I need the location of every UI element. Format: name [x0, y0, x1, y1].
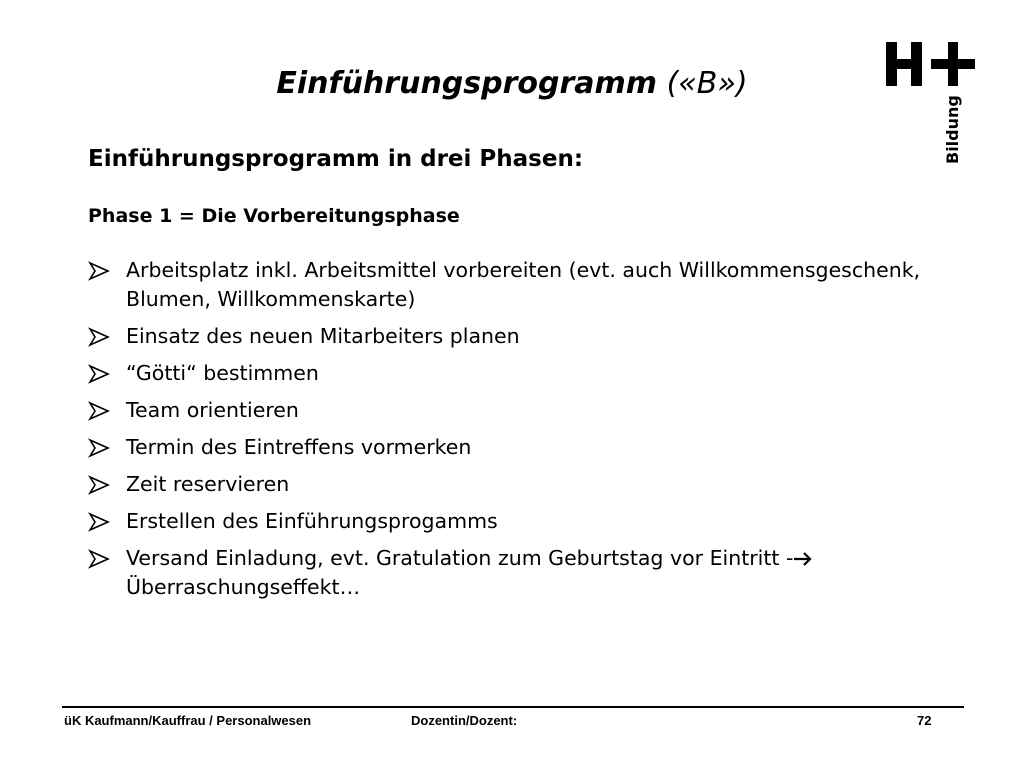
slide-title-main: Einführungsprogramm	[276, 66, 658, 101]
list-item	[88, 256, 958, 314]
list-item-text: Zeit reservieren	[126, 472, 290, 496]
arrowhead-bullet-icon	[88, 512, 110, 532]
bullet-list	[88, 256, 958, 610]
list-item-text: Versand Einladung, evt. Gratulation zum Geburtstag vor Eintritt -	[126, 546, 794, 570]
footer-divider	[62, 706, 964, 708]
list-item-text: Termin des Eintreffens vormerken	[126, 435, 472, 459]
list-item	[88, 507, 958, 536]
arrowhead-bullet-icon	[88, 364, 110, 384]
list-item	[88, 396, 958, 425]
arrowhead-bullet-icon	[88, 438, 110, 458]
arrowhead-bullet-icon	[88, 475, 110, 495]
arrowhead-bullet-icon	[88, 327, 110, 347]
list-item	[88, 322, 958, 351]
arrowhead-bullet-icon	[88, 549, 110, 569]
list-item	[88, 359, 958, 388]
footer-lecturer: Dozentin/Dozent:	[411, 713, 518, 728]
page-number: 72	[917, 713, 932, 728]
slide-title-suffix: («B»)	[657, 66, 748, 101]
list-item-text: Team orientieren	[126, 398, 299, 422]
list-item-text: Einsatz des neuen Mitarbeiters planen	[126, 324, 520, 348]
list-item	[88, 544, 958, 602]
list-item-text: Arbeitsplatz inkl. Arbeitsmittel vorbereiten (evt. auch Willkommensgeschenk, Blumen, Willkommenskarte)	[126, 258, 921, 311]
list-item	[88, 470, 958, 499]
footer-course: üK Kaufmann/Kauffrau / Personalwesen	[64, 713, 312, 728]
list-item-text: “Götti“ bestimmen	[126, 361, 319, 385]
list-item-text-continued: Überraschungseffekt…	[126, 575, 361, 599]
logo-label: Bildung	[943, 95, 962, 164]
section-heading: Einführungsprogramm in drei Phasen:	[88, 146, 584, 172]
phase-heading: Phase 1 = Die Vorbereitungsphase	[88, 205, 460, 227]
slide-title	[0, 66, 1024, 101]
arrowhead-bullet-icon	[88, 261, 110, 281]
list-item	[88, 433, 958, 462]
right-arrow-icon	[793, 551, 813, 567]
arrowhead-bullet-icon	[88, 401, 110, 421]
list-item-text: Erstellen des Einführungsprogamms	[126, 509, 498, 533]
hplus-bildung-logo	[880, 38, 980, 168]
